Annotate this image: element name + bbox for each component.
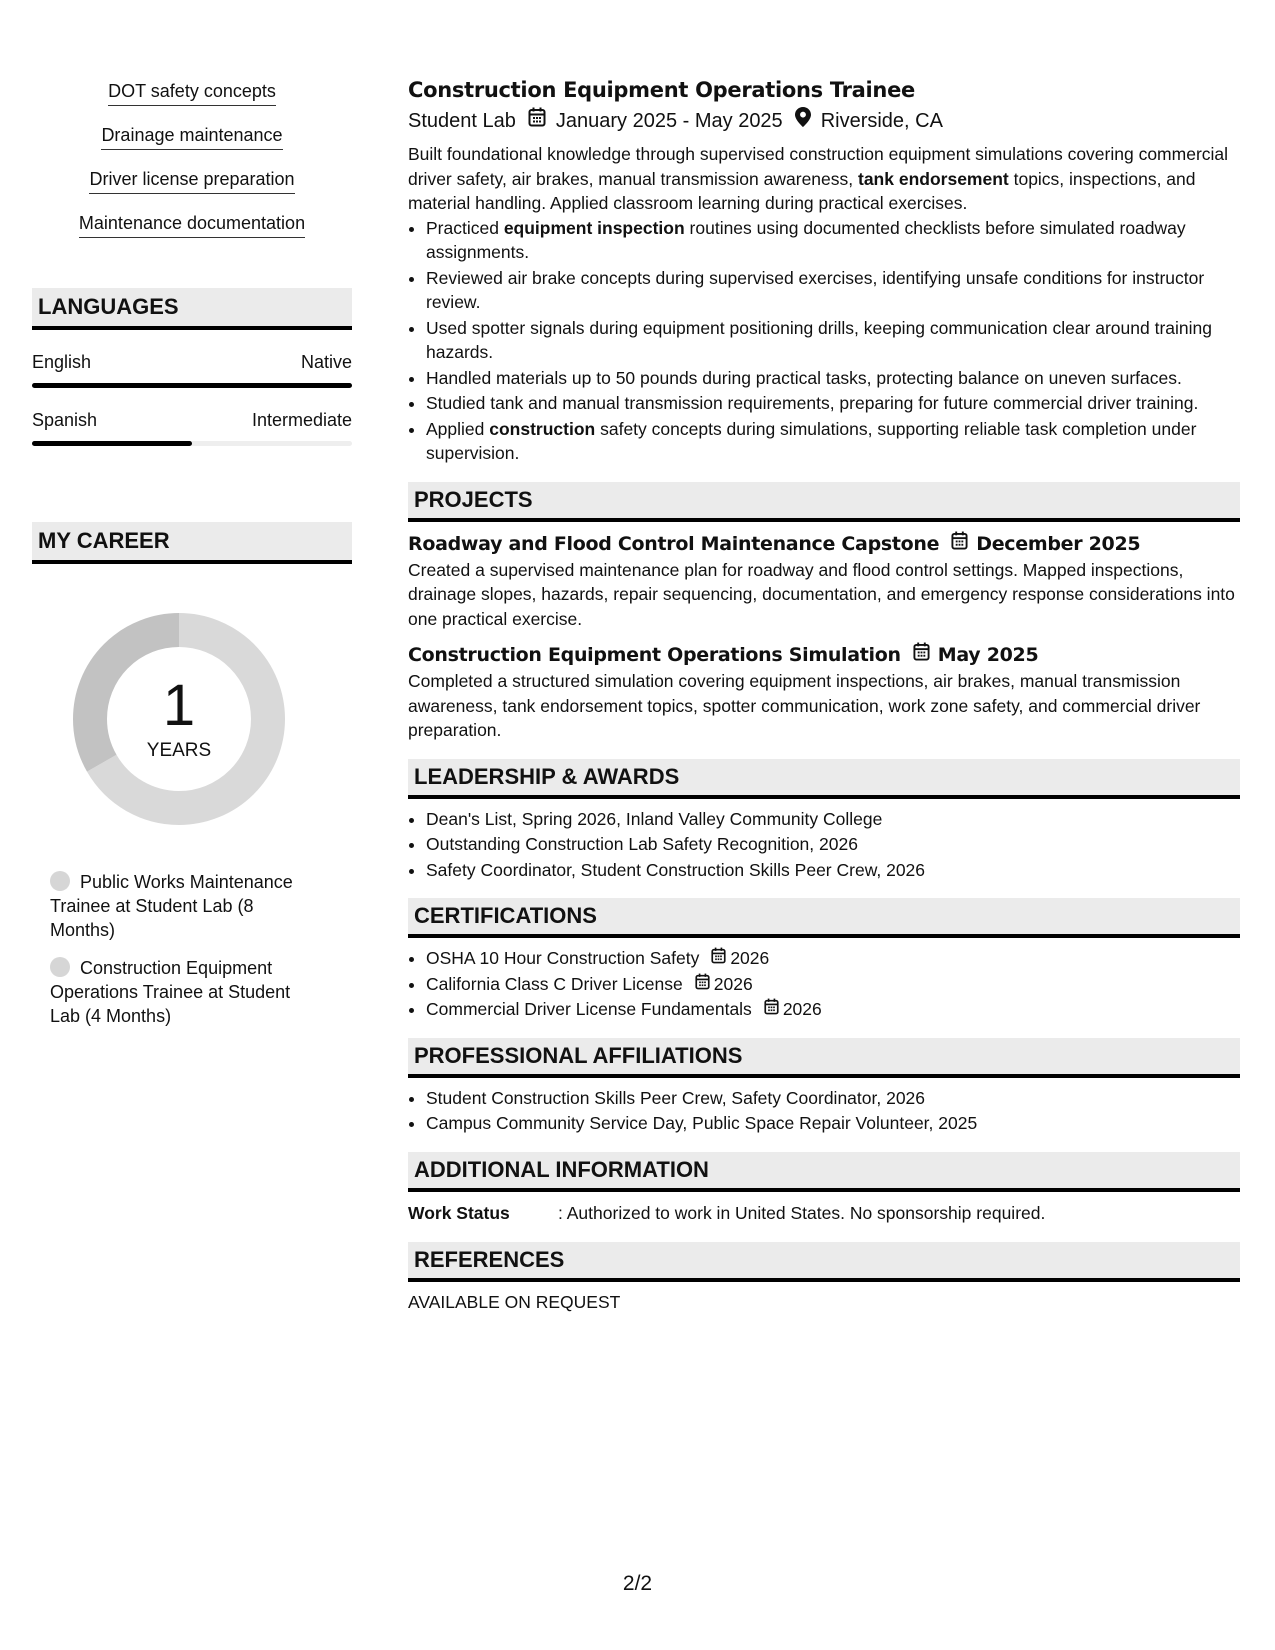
left-column — [32, 80, 352, 1042]
certification-item — [426, 972, 1240, 997]
skill-item: Driver license preparation — [89, 168, 294, 194]
language-entry — [32, 410, 352, 446]
summary-bold-text: tank endorsement — [858, 168, 1009, 189]
project-entry — [408, 641, 1240, 743]
calendar-icon — [913, 641, 930, 669]
calendar-icon — [951, 530, 968, 558]
job-dates: January 2025 - May 2025 — [555, 110, 783, 132]
language-level: Native — [300, 352, 352, 372]
skill-item: Maintenance documentation — [79, 212, 305, 238]
leadership-header: LEADERSHIP & AWARDS — [408, 759, 1240, 799]
language-name: English — [32, 352, 92, 372]
page-number: 2/2 — [622, 1572, 653, 1595]
affiliation-item: • Campus Community Service Day, Public Space Repair Volunteer, 2025 — [426, 1111, 1240, 1136]
certification-name: • Commercial Driver License Fundamentals — [426, 999, 752, 1019]
calendar-icon — [764, 997, 779, 1022]
bullet-text: safety concepts during simulations, supporting reliable task completion under supervision. — [426, 418, 1197, 463]
career-years-unit: YEARS — [146, 740, 212, 761]
career-list — [32, 870, 320, 1028]
job-title: Construction Equipment Operations Trainee — [408, 78, 915, 102]
job-bullet — [426, 266, 1240, 315]
bullet-text: routines using documented checklists before simulated roadway assignments. — [426, 217, 1186, 262]
project-title: Construction Equipment Operations Simulation — [408, 644, 901, 666]
project-title: Roadway and Flood Control Maintenance Capstone — [408, 532, 940, 555]
languages-header: LANGUAGES — [32, 288, 352, 330]
bullet-bold-text: equipment inspection — [503, 217, 685, 238]
skill-item: DOT safety concepts — [108, 80, 276, 106]
certification-item — [426, 946, 1240, 971]
calendar-icon — [528, 106, 546, 136]
project-description: Completed a structured simulation covering equipment inspections, air brakes, manual transmission awareness, tank endorsement topics, spotter communication, work zone safety, and commercial driver preparation. — [408, 671, 1201, 740]
project-title-row — [408, 641, 1240, 669]
language-proficiency-fill — [32, 383, 352, 388]
language-proficiency-bar — [32, 441, 352, 446]
bullet-dot-icon — [50, 957, 70, 977]
certification-item — [426, 997, 1240, 1022]
references-text: AVAILABLE ON REQUEST — [408, 1291, 621, 1312]
additional-info-header: ADDITIONAL INFORMATION — [408, 1152, 1240, 1192]
certification-name: • OSHA 10 Hour Construction Safety — [426, 948, 700, 968]
career-header: MY CAREER — [32, 522, 352, 564]
project-date: May 2025 — [937, 644, 1039, 666]
job-bullet — [426, 391, 1240, 416]
location-pin-icon — [795, 106, 811, 136]
language-level: Intermediate — [251, 410, 352, 430]
work-status-row — [408, 1200, 1240, 1226]
certification-year: 2026 — [730, 948, 770, 968]
skill-item: Drainage maintenance — [101, 124, 282, 150]
leadership-list — [408, 807, 1240, 883]
job-company: Student Lab — [408, 110, 516, 132]
language-proficiency-bar — [32, 383, 352, 388]
project-description: Created a supervised maintenance plan for roadway and flood control settings. Mapped inspections, drainage slopes, hazards, repair sequencing, documentation, and emergency response considerations into one practical exercise. — [408, 559, 1235, 629]
skills-list — [32, 80, 352, 256]
projects-header: PROJECTS — [408, 482, 1240, 522]
bullet-text: Used spotter signals during equipment positioning drills, keeping communication clear around training hazards. — [426, 317, 1212, 362]
bullet-dot-icon — [50, 871, 70, 891]
project-date: December 2025 — [976, 532, 1141, 555]
calendar-icon — [711, 946, 726, 971]
career-item-text: Construction Equipment Operations Trainee at Student Lab (4 Months) — [50, 958, 291, 1026]
right-column — [408, 76, 1240, 1314]
bullet-text: Handled materials up to 50 pounds during practical tasks, protecting balance on uneven surfaces. — [426, 367, 1182, 388]
certifications-header: CERTIFICATIONS — [408, 898, 1240, 938]
career-item — [50, 870, 320, 942]
summary-text: Built foundational knowledge through supervised construction equipment simulations covering commercial driver safety, air brakes, manual transmission awareness, — [408, 144, 1229, 189]
career-years-number: 1 — [162, 673, 196, 738]
leadership-item: • Dean's List, Spring 2026, Inland Valley Community College — [426, 807, 1240, 832]
certification-name: • California Class C Driver License — [426, 973, 683, 994]
job-meta — [408, 106, 1240, 136]
career-item-text: Public Works Maintenance Trainee at Student Lab (8 Months) — [50, 872, 293, 940]
project-title-row — [408, 530, 1240, 558]
project-entry — [408, 530, 1240, 632]
job-bullet — [426, 316, 1240, 365]
language-proficiency-fill — [32, 441, 192, 446]
job-location: Riverside, CA — [820, 110, 943, 132]
affiliations-header: PROFESSIONAL AFFILIATIONS — [408, 1038, 1240, 1078]
job-bullet — [426, 216, 1240, 265]
affiliations-list — [408, 1086, 1240, 1136]
bullet-text: Practiced — [426, 217, 504, 238]
leadership-item: • Safety Coordinator, Student Construction Skills Peer Crew, 2026 — [426, 858, 1240, 883]
work-status-value: : Authorized to work in United States. No sponsorship required. — [558, 1202, 1046, 1223]
certification-year: 2026 — [713, 973, 753, 994]
summary-text: topics, inspections, and material handling. Applied classroom learning during practical exercises. — [408, 168, 1196, 213]
job-bullet — [426, 417, 1240, 466]
language-entry — [32, 352, 352, 388]
bullet-text: Applied — [426, 418, 490, 439]
leadership-item: • Outstanding Construction Lab Safety Recognition, 2026 — [426, 832, 1240, 857]
bullet-text: Studied tank and manual transmission requirements, preparing for future commercial driver training. — [426, 393, 1199, 413]
job-bullets — [408, 216, 1240, 466]
career-item — [50, 956, 320, 1028]
language-name: Spanish — [32, 410, 98, 430]
affiliation-item: • Student Construction Skills Peer Crew, Safety Coordinator, 2026 — [426, 1086, 1240, 1111]
job-bullet — [426, 366, 1240, 391]
references-header: REFERENCES — [408, 1242, 1240, 1282]
bullet-bold-text: construction — [489, 418, 596, 439]
work-status-label: Work Status — [408, 1202, 510, 1223]
career-donut — [64, 604, 294, 834]
job-summary — [408, 142, 1240, 216]
certification-year: 2026 — [782, 999, 822, 1019]
certifications-list — [408, 946, 1240, 1022]
bullet-text: Reviewed air brake concepts during supervised exercises, identifying unsafe conditions for instructor review. — [426, 267, 1205, 312]
calendar-icon — [695, 972, 710, 997]
